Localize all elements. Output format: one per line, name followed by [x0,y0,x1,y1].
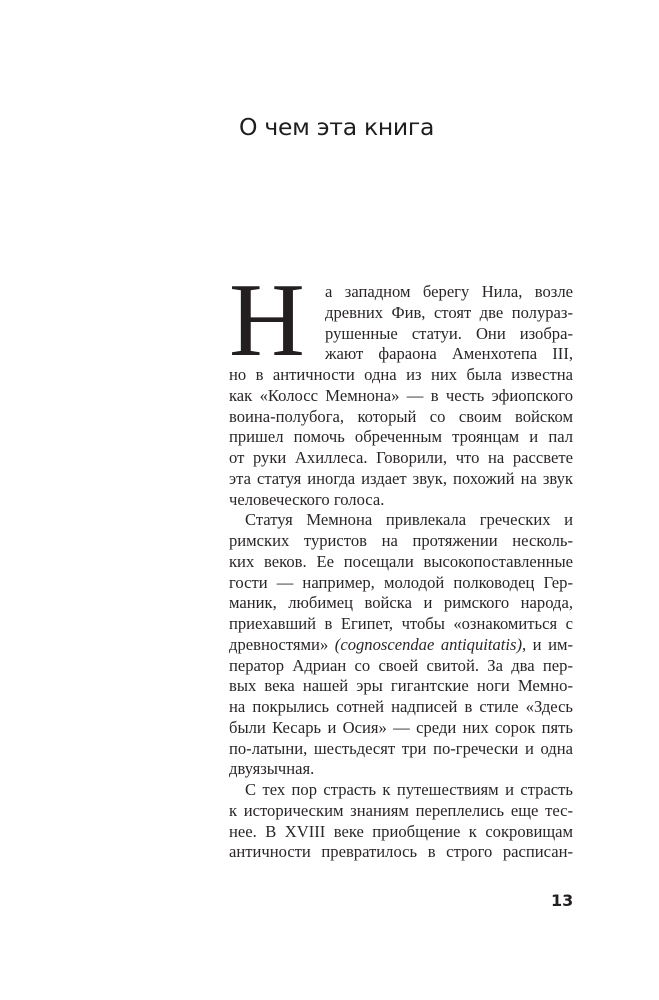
text-line: но в античности одна из них была известна [229,365,573,384]
text-line: по-латыни, шестьдесят три по-гречески и одна [229,738,573,758]
text-line: ких веков. Ее посещали высокопоставленные [229,551,573,571]
text-line: были Кесарь и Осия» — среди них сорок пять [229,717,573,737]
text-line: античности превратилось в строго расписан- [229,842,573,862]
text-line: нее. В XVIII веке приобщение к сокровищам [229,821,573,841]
text-line: жают фараона Аменхотепа III, [325,344,573,364]
paragraph-3 [229,780,573,863]
text-line: вых века нашей эры гигантские ноги Мемно- [229,676,573,696]
text-line: от руки Ахиллеса. Говорили, что на рассвете [229,448,573,467]
text-line: пришел помочь обреченным троянцам и пал [229,427,573,447]
text-line: к историческим знаниям переплелись еще тес- [229,800,573,820]
text-line: древних Фив, стоят две полураз- [325,302,573,322]
text-line: как «Колосс Мемнона» — в честь эфиопского [229,385,573,405]
text-line: маник, любимец войска и римского народа, [229,593,573,613]
text-line: ператор Адриан со своей свитой. За два пер- [229,655,573,675]
drop-cap: Н [229,261,305,378]
chapter-title: О чем эта книга [239,113,435,141]
text-line: приехавший в Египет, чтобы «ознакомиться с [229,614,573,633]
text-line [229,635,573,656]
text-line: римских туристов на протяжении несколь- [229,531,573,550]
text-line: гости — например, молодой полководец Гер- [229,572,573,592]
text-line: Статуя Мемнона привлекала греческих и [245,510,573,530]
text-line: С тех пор страсть к путешествиям и страсть [245,780,573,799]
paragraph-2 [229,510,573,780]
paragraph-1 [229,261,573,510]
text-segment: , и им- [521,634,573,654]
text-line: человеческого голоса. [229,489,385,509]
text-line: двуязычная. [229,759,315,779]
text-line: а западном берегу Нила, возле [325,282,573,301]
body-text [229,261,573,863]
text-line: эта статуя иногда издает звук, похожий на звук [229,468,573,488]
page-number: 13 [551,891,574,910]
text-line: рушенные статуи. Они изобра- [325,323,573,343]
text-line: воина-полубога, который со своим войском [229,406,573,426]
text-segment: древностями» [229,634,329,654]
latin-phrase: (cognoscendae antiquitatis) [334,634,522,654]
text-line: на покрылись сотней надписей в стиле «Здесь [229,697,573,716]
